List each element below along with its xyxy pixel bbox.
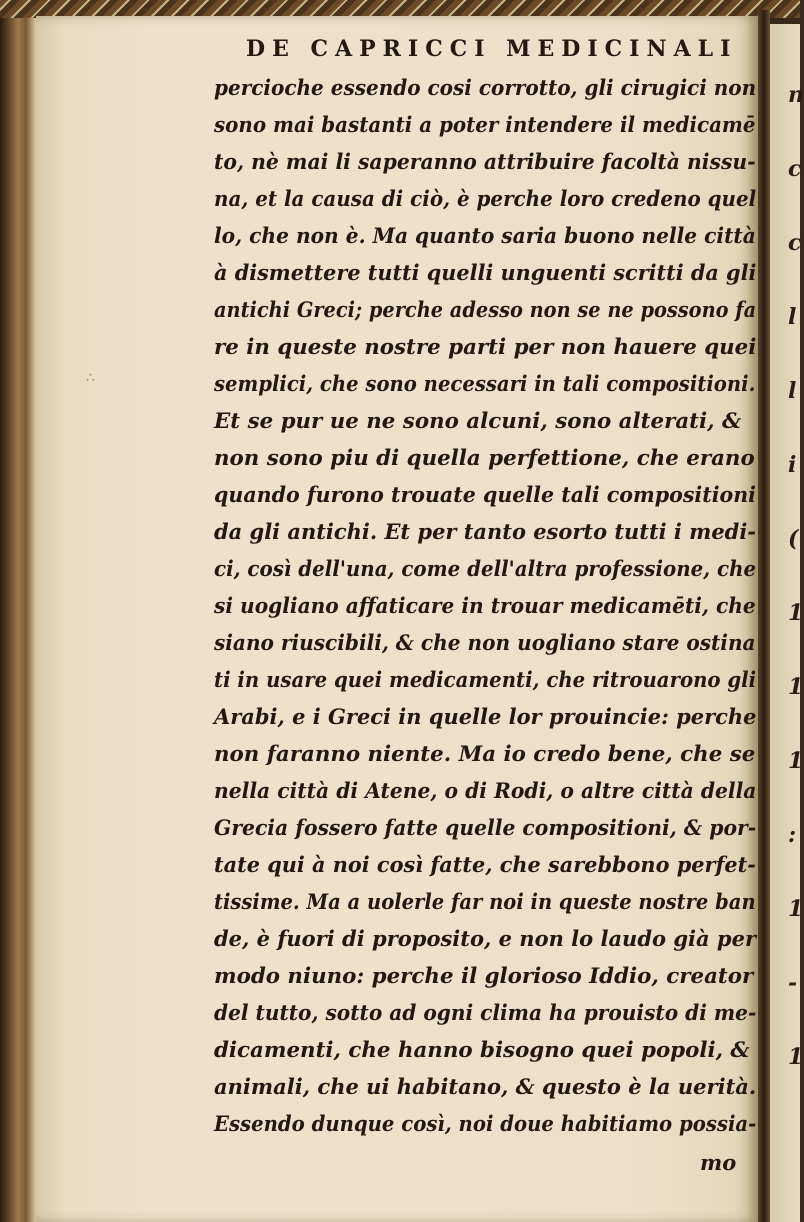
text-line: ci, così dell'una, come dell'altra professione, che xyxy=(214,557,757,582)
text-line: siano riuscibili, & che non uogliano stare ostina xyxy=(214,631,756,656)
text-line: sono mai bastanti a poter intendere il medicamē xyxy=(214,113,756,138)
text-line: ti in usare quei medicamenti, che ritrouarono gli xyxy=(214,668,757,693)
text-line: nella città di Atene, o di Rodi, o altre città della xyxy=(214,779,757,804)
text-line: non faranno niente. Ma io credo bene, che se xyxy=(214,742,756,767)
text-line: to, nè mai li saperanno attribuire facoltà nissu- xyxy=(214,150,756,175)
text-line: quando furono trouate quelle tali compositioni xyxy=(214,483,756,508)
text-line: Arabi, e i Greci in quelle lor prouincie: perche xyxy=(214,705,757,730)
facing-page-fragment: c xyxy=(788,230,802,256)
facing-page-fragment: 1 xyxy=(788,600,804,626)
text-line: à dismettere tutti quelli unguenti scritti da gli xyxy=(214,261,757,286)
facing-page-fragment: l xyxy=(788,378,797,404)
left-page-edge xyxy=(0,18,36,1222)
facing-page-fragment: : xyxy=(788,822,797,848)
text-line: tissime. Ma a uolerle far noi in queste nostre ban xyxy=(214,890,756,915)
facing-page-fragment: l xyxy=(788,304,797,330)
facing-page-fragment: n xyxy=(788,82,804,108)
catchword: mo xyxy=(700,1150,737,1175)
text-line: Grecia fossero fatte quelle compositioni, & por- xyxy=(214,816,757,841)
facing-page-fragment: ( xyxy=(788,526,799,552)
facing-page-fragment: 1 xyxy=(788,674,804,700)
text-line: da gli antichi. Et per tanto esorto tutti i medi- xyxy=(214,520,757,545)
facing-page-fragment: 1 xyxy=(788,1044,804,1070)
facing-page-fragment: 1 xyxy=(788,748,804,774)
facing-page-edge xyxy=(770,24,804,1222)
text-block xyxy=(214,70,760,1143)
text-line: lo, che non è. Ma quanto saria buono nelle città xyxy=(214,224,756,249)
text-line: Et se pur ue ne sono alcuni, sono alterati, & xyxy=(214,409,742,434)
text-line: si uogliano affaticare in trouar medicamēti, che xyxy=(214,594,756,619)
text-line: modo niuno: perche il glorioso Iddio, creator xyxy=(214,964,754,989)
text-line: semplici, che sono necessari in tali compositioni. xyxy=(214,372,756,397)
facing-page-fragment: i xyxy=(788,452,797,478)
text-line: dicamenti, che hanno bisogno quei popoli, & xyxy=(214,1038,750,1063)
text-line: tate qui à noi così fatte, che sarebbono perfet- xyxy=(214,853,756,878)
text-line: na, et la causa di ciò, è perche loro credeno quel xyxy=(214,187,757,212)
book-gutter xyxy=(758,10,770,1222)
text-line: non sono piu di quella perfettione, che erano xyxy=(214,446,755,471)
margin-stain: ∴ xyxy=(86,370,95,386)
facing-page-fragment: c xyxy=(788,156,802,182)
text-line: animali, che ui habitano, & questo è la uerità. xyxy=(214,1075,757,1100)
text-line: Essendo dunque così, noi doue habitiamo possia- xyxy=(214,1112,757,1137)
facing-page-fragment: 1 xyxy=(788,896,804,922)
text-line: del tutto, sotto ad ogni clima ha prouisto di me- xyxy=(214,1001,757,1026)
facing-page-fragment: - xyxy=(788,970,798,996)
text-line: re in queste nostre parti per non hauere quei xyxy=(214,335,757,360)
text-line: percioche essendo cosi corrotto, gli cirugici non xyxy=(214,76,757,101)
text-line: antichi Greci; perche adesso non se ne possono fa xyxy=(214,298,757,323)
text-line: de, è fuori di proposito, e non lo laudo già per xyxy=(214,927,757,952)
running-head: DE CAPRICCI MEDICINALI xyxy=(246,36,738,62)
